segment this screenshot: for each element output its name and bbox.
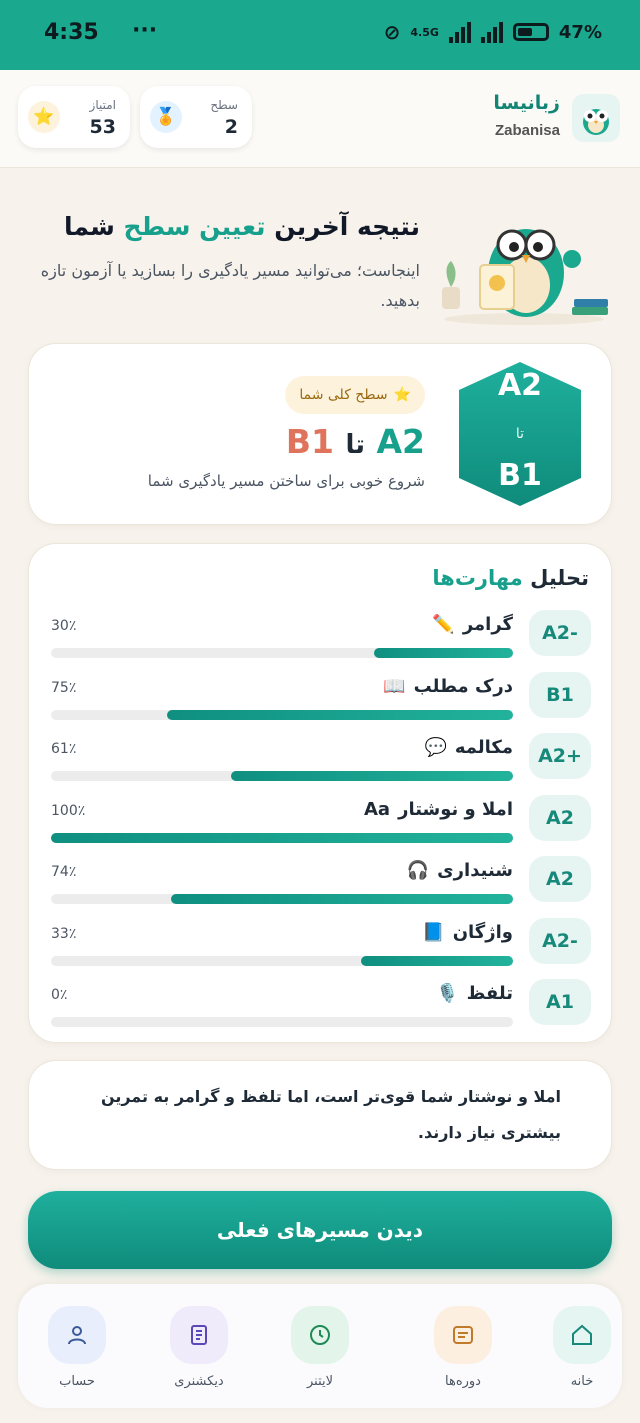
range-word: تا xyxy=(345,430,365,460)
skill-name xyxy=(436,983,513,1004)
skill-level-chip: A2- xyxy=(529,918,591,964)
skill-percent: 0٪ xyxy=(51,987,68,1003)
skill-percent: 30٪ xyxy=(51,618,77,634)
points-stat[interactable] xyxy=(18,86,130,148)
skill-progress-fill xyxy=(167,710,514,720)
skill-percent: 33٪ xyxy=(51,925,77,942)
battery-icon xyxy=(513,23,549,41)
skill-level-chip: A2+ xyxy=(529,733,591,779)
skill-progress-fill xyxy=(374,648,513,658)
hex-level-to: B1 xyxy=(498,458,542,493)
skill-name xyxy=(407,860,513,881)
summary-card xyxy=(28,1060,612,1170)
skill-row xyxy=(29,979,613,1041)
bottom-navigation xyxy=(18,1284,622,1408)
skill-label: تلفظ xyxy=(466,983,513,1004)
skill-progress-fill xyxy=(171,894,513,904)
network-type: 4.5G xyxy=(410,25,439,39)
range-from: A2 xyxy=(376,422,425,461)
clock-icon xyxy=(291,1306,349,1364)
summary-text: املا و نوشتار شما قوی‌تر است، اما تلفظ و گرامر به تمرین بیشتری نیاز دارند. xyxy=(100,1087,561,1142)
skill-level-chip: A1 xyxy=(529,979,591,1025)
account-icon xyxy=(48,1306,106,1364)
skill-progress-fill xyxy=(51,833,513,843)
star-icon: ⭐ xyxy=(393,387,411,403)
hex-level-from: A2 xyxy=(497,368,543,403)
hero-description: اینجاست؛ می‌توانید مسیر یادگیری را بسازید یا آزمون تازه بدهید. xyxy=(40,261,420,310)
status-bar xyxy=(0,0,640,70)
skill-progress-fill xyxy=(361,956,513,966)
more-dots-icon: ··· xyxy=(132,18,158,43)
view-current-paths-button[interactable]: دیدن مسیرهای فعلی xyxy=(28,1191,612,1269)
skill-label: واژگان xyxy=(452,921,513,943)
level-card xyxy=(28,343,612,525)
skill-name xyxy=(383,676,513,697)
brand-subtitle: Zabanisa xyxy=(494,122,560,139)
skill-name xyxy=(422,922,513,943)
hex-level-to-word: تا xyxy=(515,426,525,442)
status-icons xyxy=(384,20,602,44)
book-icon: 📖 xyxy=(383,675,406,697)
nav-label: دیکشنری xyxy=(174,1374,224,1389)
skill-row xyxy=(29,856,613,918)
nav-leitner[interactable] xyxy=(280,1306,360,1389)
skill-progress-track xyxy=(51,833,513,843)
skills-title-part: تحلیل xyxy=(530,566,589,590)
blue-book-icon: 📘 xyxy=(422,921,445,943)
skill-progress-fill xyxy=(231,771,513,781)
link-icon: ⊘ xyxy=(383,20,401,44)
level-stat[interactable] xyxy=(140,86,252,148)
skill-progress-track xyxy=(51,648,513,658)
skill-label: شنیداری xyxy=(437,860,513,881)
skill-progress-track xyxy=(51,771,513,781)
skill-level-chip: B1 xyxy=(529,672,591,718)
owl-mascot-illustration xyxy=(434,195,612,327)
nav-courses[interactable] xyxy=(423,1306,503,1389)
skill-progress-track xyxy=(51,1017,513,1027)
skill-label: مکالمه xyxy=(454,737,513,758)
points-stat-label: امتیاز xyxy=(89,98,116,112)
owl-logo-icon[interactable] xyxy=(572,94,620,142)
skill-level-chip: A2- xyxy=(529,610,591,656)
level-description: شروع خوبی برای ساختن مسیر یادگیری شما xyxy=(147,472,425,490)
signal-icon xyxy=(449,21,471,43)
courses-icon xyxy=(434,1306,492,1364)
skill-progress-track xyxy=(51,710,513,720)
skills-title-highlight: مهارت‌ها xyxy=(432,566,523,590)
hero-title-part: نتیجه آخرین xyxy=(274,212,420,241)
medal-icon: 🏅 xyxy=(150,101,182,133)
skill-name xyxy=(364,799,513,820)
level-stat-label: سطح xyxy=(210,98,238,112)
skills-card xyxy=(28,543,612,1043)
skill-name xyxy=(432,614,513,635)
nav-account[interactable] xyxy=(37,1306,117,1389)
skill-row xyxy=(29,795,613,857)
skill-row xyxy=(29,918,613,980)
speech-bubble-icon: 💬 xyxy=(424,737,447,758)
nav-label: خانه xyxy=(570,1374,594,1389)
level-range xyxy=(286,422,425,461)
text-aa-icon: Aa xyxy=(364,798,391,820)
pencil-icon: ✏️ xyxy=(432,614,455,635)
brand-name: زبانیسا xyxy=(493,92,560,114)
microphone-icon: 🎙️ xyxy=(436,983,459,1004)
nav-label: حساب xyxy=(59,1374,95,1389)
home-icon xyxy=(553,1306,611,1364)
hero-title-part-end: شما xyxy=(64,212,115,241)
nav-dictionary[interactable] xyxy=(159,1306,239,1389)
overall-level-badge xyxy=(285,376,425,414)
skill-percent: 74٪ xyxy=(51,864,77,880)
badge-label: سطح کلی شما xyxy=(299,387,388,403)
skill-level-chip: A2 xyxy=(529,856,591,902)
nav-home[interactable] xyxy=(542,1306,622,1389)
headphones-icon: 🎧 xyxy=(406,860,430,881)
level-stat-value: 2 xyxy=(224,116,238,138)
hero-title-highlight: تعیین سطح xyxy=(123,212,266,241)
skill-level-chip: A2 xyxy=(529,795,591,841)
skill-percent: 100٪ xyxy=(51,802,86,819)
skill-label: درک مطلب xyxy=(413,675,513,697)
status-time: 4:35 xyxy=(44,20,99,45)
points-stat-value: 53 xyxy=(89,116,116,138)
range-to: B1 xyxy=(285,422,334,461)
signal-icon-2 xyxy=(481,21,503,43)
app-header xyxy=(0,70,640,168)
nav-label: دوره‌ها xyxy=(445,1374,481,1389)
skill-progress-track xyxy=(51,894,513,904)
skill-row xyxy=(29,733,613,795)
skill-name xyxy=(424,737,513,758)
skill-percent: 61٪ xyxy=(51,741,77,757)
skill-percent: 75٪ xyxy=(51,679,77,696)
skill-label: املا و نوشتار xyxy=(398,798,513,820)
star-icon: ⭐ xyxy=(28,101,60,133)
battery-level: 47% xyxy=(558,21,602,43)
hero-title xyxy=(64,212,420,241)
skill-progress-track xyxy=(51,956,513,966)
dictionary-icon xyxy=(170,1306,228,1364)
skill-row xyxy=(29,610,613,672)
skill-label: گرامر xyxy=(462,614,513,635)
nav-label: لایتنر xyxy=(306,1374,334,1389)
skill-row xyxy=(29,672,613,734)
skills-title xyxy=(432,566,589,590)
